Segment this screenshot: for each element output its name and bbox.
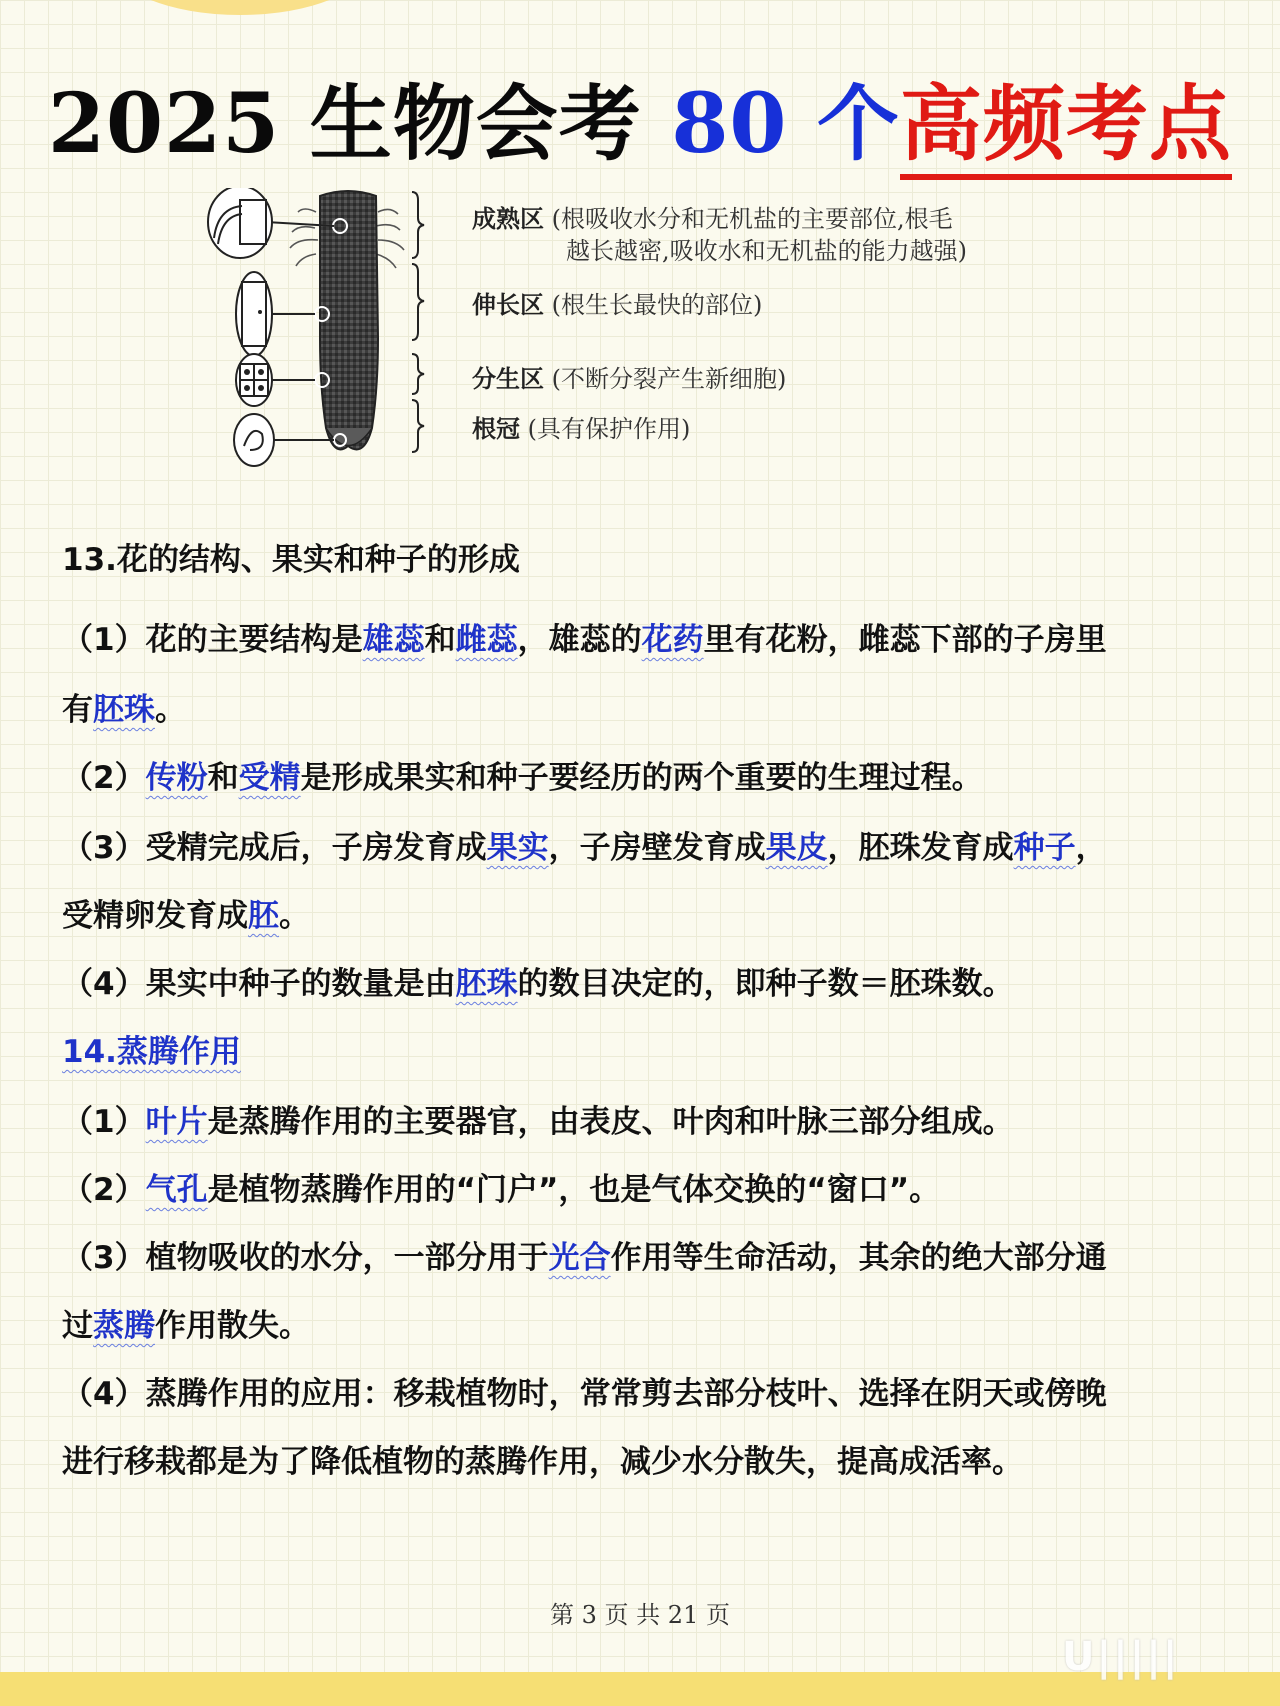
- sec14-p4-line2: 进行移栽都是为了降低植物的蒸腾作用，减少水分散失，提高成活率。: [62, 1444, 1023, 1480]
- zone-name-meristem: 分生区: [472, 364, 544, 393]
- zone-name-maturation: 成熟区: [472, 204, 544, 233]
- text: 。: [155, 692, 186, 728]
- decorative-corner-blob: [110, 0, 370, 15]
- text: （4）果实中种子的数量是由: [62, 966, 456, 1002]
- zone-name-elongation: 伸长区: [472, 290, 544, 319]
- text: 是形成果实和种子要经历的两个重要的生理过程。: [300, 760, 983, 796]
- keyword-stamen: 雄蕊: [362, 622, 425, 658]
- root-tip-diagram: [200, 188, 1100, 518]
- text: ，子房壁发育成: [548, 830, 766, 866]
- keyword-pollination: 传粉: [145, 760, 208, 796]
- keyword-pistil: 雌蕊: [455, 622, 518, 658]
- section-14-heading: 14.蒸腾作用: [62, 1034, 241, 1070]
- text: （1）: [62, 1104, 146, 1140]
- text: 里有花粉，雌蕊下部的子房里: [703, 622, 1107, 658]
- text: 是植物蒸腾作用的“门户”，也是气体交换的“窗口”。: [207, 1172, 941, 1208]
- sec13-p1-line2: [62, 690, 186, 730]
- keyword-ovule-2: 胚珠: [455, 966, 518, 1002]
- title-part-count: 80 个: [671, 76, 900, 172]
- title-part-year: 2025 生物会考: [47, 76, 672, 172]
- zone-desc-maturation-2: 越长越密,吸收水和无机盐的能力越强): [566, 237, 967, 265]
- zone-desc-meristem: (不断分裂产生新细胞): [551, 365, 787, 393]
- title-part-highlight: 高频考点: [900, 76, 1232, 180]
- zone-desc-elongation: (根生长最快的部位): [551, 291, 763, 319]
- text: ，雄蕊的: [517, 622, 642, 658]
- keyword-pericarp: 果皮: [765, 830, 828, 866]
- keyword-anther: 花药: [641, 622, 704, 658]
- sec13-p4: [62, 964, 1014, 1004]
- text: 过: [62, 1308, 93, 1344]
- text: 是蒸腾作用的主要器官，由表皮、叶肉和叶脉三部分组成。: [207, 1104, 1014, 1140]
- sec14-p1: [62, 1102, 1014, 1142]
- text: 作用散失。: [155, 1308, 310, 1344]
- zone-label-meristem: [472, 362, 786, 396]
- keyword-embryo: 胚: [248, 898, 279, 934]
- keyword-seed: 种子: [1013, 830, 1076, 866]
- sec14-p2: [62, 1170, 940, 1210]
- root-tip-illustration: [200, 188, 470, 518]
- text: ，: [1075, 830, 1107, 866]
- sec14-p3-line1: [62, 1238, 1107, 1278]
- sec13-p1-line1: [62, 620, 1107, 660]
- sec13-p3-line1: [62, 828, 1107, 868]
- keyword-fruit: 果实: [486, 830, 549, 866]
- page-footer: 第 3 页 共 21 页: [550, 1601, 730, 1629]
- keyword-leaf: 叶片: [145, 1104, 208, 1140]
- text: 和: [207, 760, 239, 796]
- text: （2）: [62, 1172, 146, 1208]
- section-13-heading: 13.花的结构、果实和种子的形成: [62, 542, 520, 578]
- keyword-transpiration: 蒸腾: [93, 1308, 155, 1344]
- text: ，胚珠发育成: [827, 830, 1014, 866]
- watermark: U|||||: [1062, 1634, 1180, 1680]
- zone-desc-rootcap: (具有保护作用): [527, 415, 691, 443]
- zone-desc-maturation-1: (根吸收水分和无机盐的主要部位,根毛: [551, 205, 953, 233]
- keyword-fertilization: 受精: [238, 760, 301, 796]
- text: （2）: [62, 760, 146, 796]
- text: 作用等生命活动，其余的绝大部分通: [610, 1240, 1107, 1276]
- zone-label-maturation: [472, 202, 953, 236]
- text: （3）受精完成后，子房发育成: [62, 830, 487, 866]
- zone-label-maturation-cont: [566, 234, 967, 268]
- text: （1）花的主要结构是: [62, 622, 363, 658]
- text: 。: [279, 898, 310, 934]
- zone-name-rootcap: 根冠: [472, 414, 520, 443]
- sec14-p4-line1: （4）蒸腾作用的应用：移栽植物时，常常剪去部分枝叶、选择在阴天或傍晚: [62, 1376, 1107, 1412]
- text: 有: [62, 692, 93, 728]
- keyword-stomata: 气孔: [145, 1172, 208, 1208]
- sec14-p3-line2: [62, 1306, 310, 1346]
- sec13-p3-line2: [62, 896, 310, 936]
- page-title: [0, 74, 1280, 174]
- text: 和: [424, 622, 456, 658]
- zone-label-elongation: [472, 288, 762, 322]
- text: （3）植物吸收的水分，一部分用于: [62, 1240, 549, 1276]
- zone-label-rootcap: [472, 412, 690, 446]
- root-body: [320, 191, 378, 449]
- keyword-ovule: 胚珠: [93, 692, 155, 728]
- sec13-p2: [62, 758, 983, 798]
- text: 受精卵发育成: [62, 898, 248, 934]
- keyword-photosynthesis: 光合: [548, 1240, 611, 1276]
- text: 的数目决定的，即种子数＝胚珠数。: [517, 966, 1014, 1002]
